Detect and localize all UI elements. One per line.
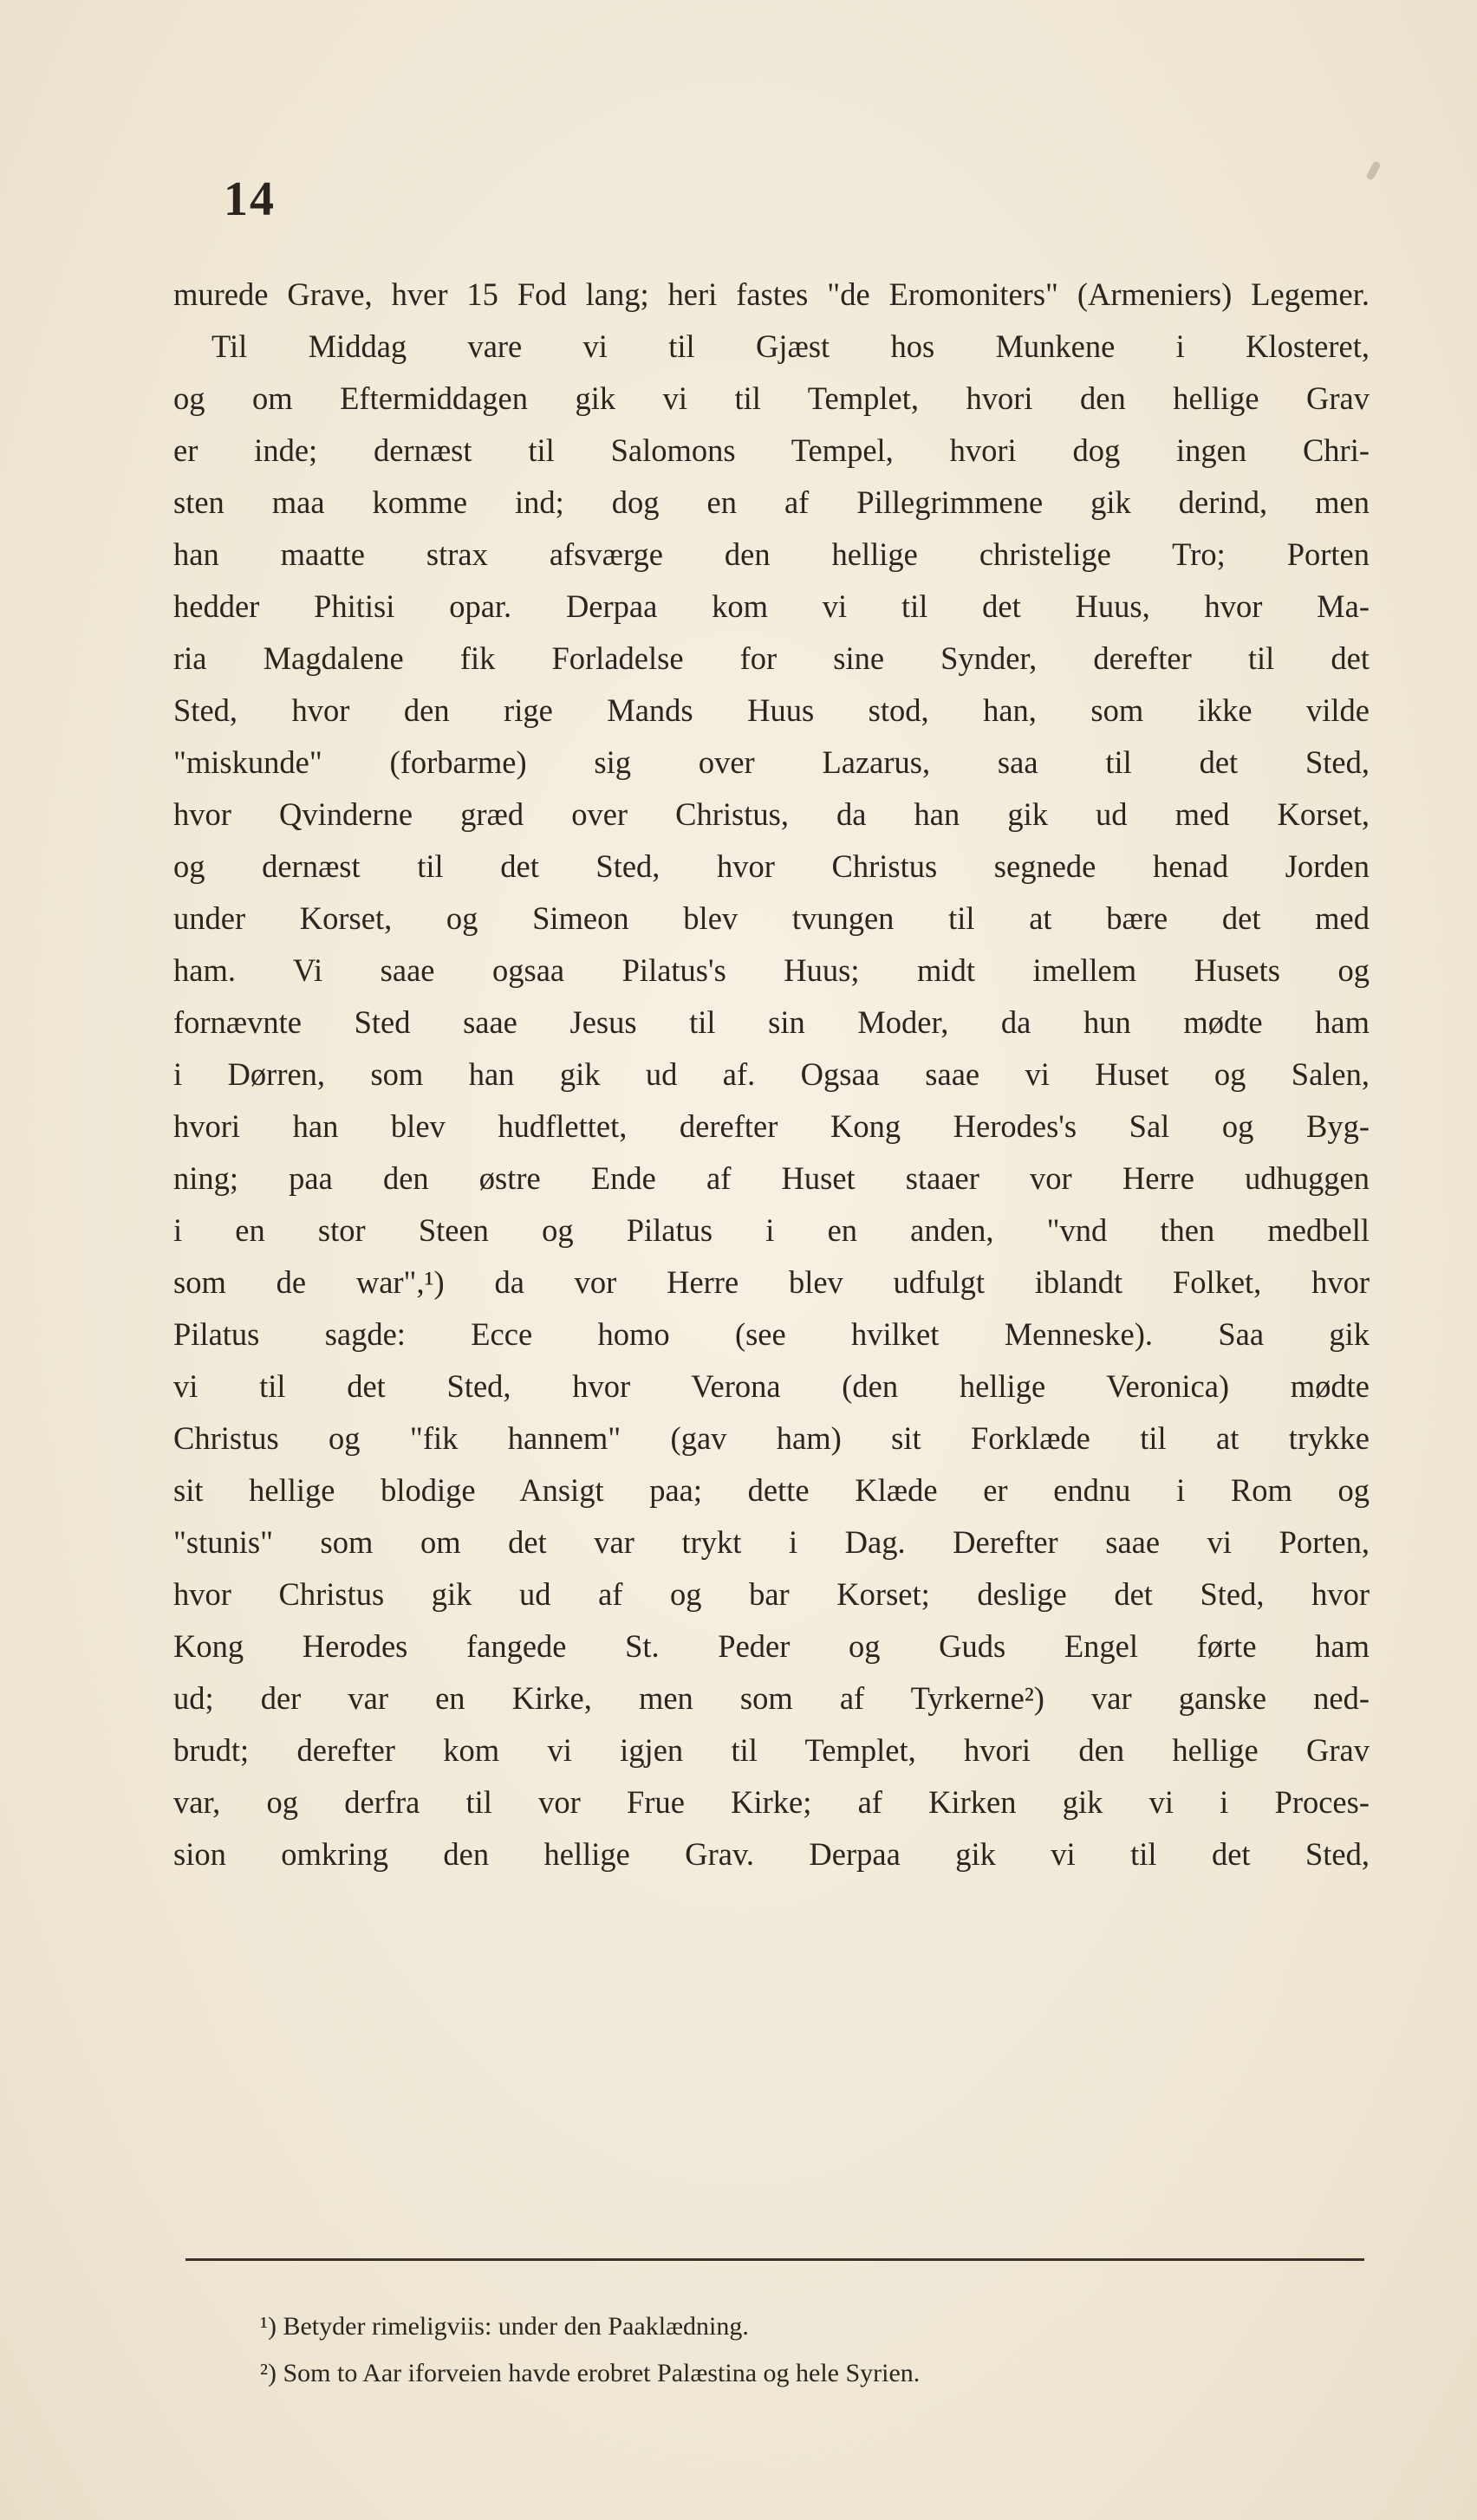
text-line: vi til det Sted, hvor Verona (den hellige Veronica) mødte xyxy=(173,1368,1370,1404)
text-line: er inde; dernæst til Salomons Tempel, hvori dog ingen Chri- xyxy=(173,432,1370,468)
footnote-rule xyxy=(185,2258,1364,2261)
text-line: Pilatus sagde: Ecce homo (see hvilket Menneske). Saa gik xyxy=(173,1316,1370,1352)
text-line: var, og derfra til vor Frue Kirke; af Kirken gik vi i Proces- xyxy=(173,1784,1370,1820)
paper-spot xyxy=(1365,160,1381,181)
footnote: ²) Som to Aar iforveien havde erobret Palæstina og hele Syrien. xyxy=(260,2359,921,2387)
text-line: fornævnte Sted saae Jesus til sin Moder, da hun mødte ham xyxy=(173,1004,1370,1040)
text-line: Christus og "fik hannem" (gav ham) sit Forklæde til at trykke xyxy=(173,1420,1370,1456)
text-line: han maatte strax afsværge den hellige christelige Tro; Porten xyxy=(173,536,1370,572)
text-line: ria Magdalene fik Forladelse for sine Synder, derefter til det xyxy=(173,640,1370,676)
footnote: ¹) Betyder rimeligviis: under den Paaklædning. xyxy=(260,2312,749,2341)
text-line: hedder Phitisi opar. Derpaa kom vi til det Huus, hvor Ma- xyxy=(173,588,1370,624)
text-line: ham. Vi saae ogsaa Pilatus's Huus; midt imellem Husets og xyxy=(173,952,1370,988)
text-line: sit hellige blodige Ansigt paa; dette Klæde er endnu i Rom og xyxy=(173,1472,1370,1508)
text-line: hvor Christus gik ud af og bar Korset; deslige det Sted, hvor xyxy=(173,1576,1370,1612)
text-line: hvor Qvinderne græd over Christus, da han gik ud med Korset, xyxy=(173,796,1370,832)
text-line: og dernæst til det Sted, hvor Christus segnede henad Jorden xyxy=(173,848,1370,884)
text-line: brudt; derefter kom vi igjen til Templet, hvori den hellige Grav xyxy=(173,1732,1370,1768)
text-line: "stunis" som om det var trykt i Dag. Derefter saae vi Porten, xyxy=(173,1524,1370,1560)
text-line: sion omkring den hellige Grav. Derpaa gik vi til det Sted, xyxy=(173,1836,1370,1872)
text-line: Kong Herodes fangede St. Peder og Guds Engel førte ham xyxy=(173,1628,1370,1664)
text-line: Til Middag vare vi til Gjæst hos Munkene i Klosteret, xyxy=(211,328,1370,364)
body-text xyxy=(173,269,1370,1880)
text-line: ud; der var en Kirke, men som af Tyrkerne²) var ganske ned- xyxy=(173,1680,1370,1716)
text-line: i en stor Steen og Pilatus i en anden, "vnd then medbell xyxy=(173,1212,1370,1248)
text-line: sten maa komme ind; dog en af Pillegrimmene gik derind, men xyxy=(173,484,1370,520)
text-line: "miskunde" (forbarme) sig over Lazarus, saa til det Sted, xyxy=(173,744,1370,780)
text-line: ning; paa den østre Ende af Huset staaer vor Herre udhuggen xyxy=(173,1160,1370,1196)
text-line: Sted, hvor den rige Mands Huus stod, han, som ikke vilde xyxy=(173,692,1370,728)
page-number: 14 xyxy=(224,172,276,226)
text-line: i Dørren, som han gik ud af. Ogsaa saae vi Huset og Salen, xyxy=(173,1056,1370,1092)
text-line: murede Grave, hver 15 Fod lang; heri fastes "de Eromoniters" (Armeniers) Legemer. xyxy=(173,276,1370,312)
text-line: og om Eftermiddagen gik vi til Templet, hvori den hellige Grav xyxy=(173,380,1370,416)
footnotes xyxy=(260,2303,1387,2397)
text-line: under Korset, og Simeon blev tvungen til at bære det med xyxy=(173,900,1370,936)
text-line: som de war",¹) da vor Herre blev udfulgt iblandt Folket, hvor xyxy=(173,1264,1370,1300)
text-line: hvori han blev hudflettet, derefter Kong Herodes's Sal og Byg- xyxy=(173,1108,1370,1144)
